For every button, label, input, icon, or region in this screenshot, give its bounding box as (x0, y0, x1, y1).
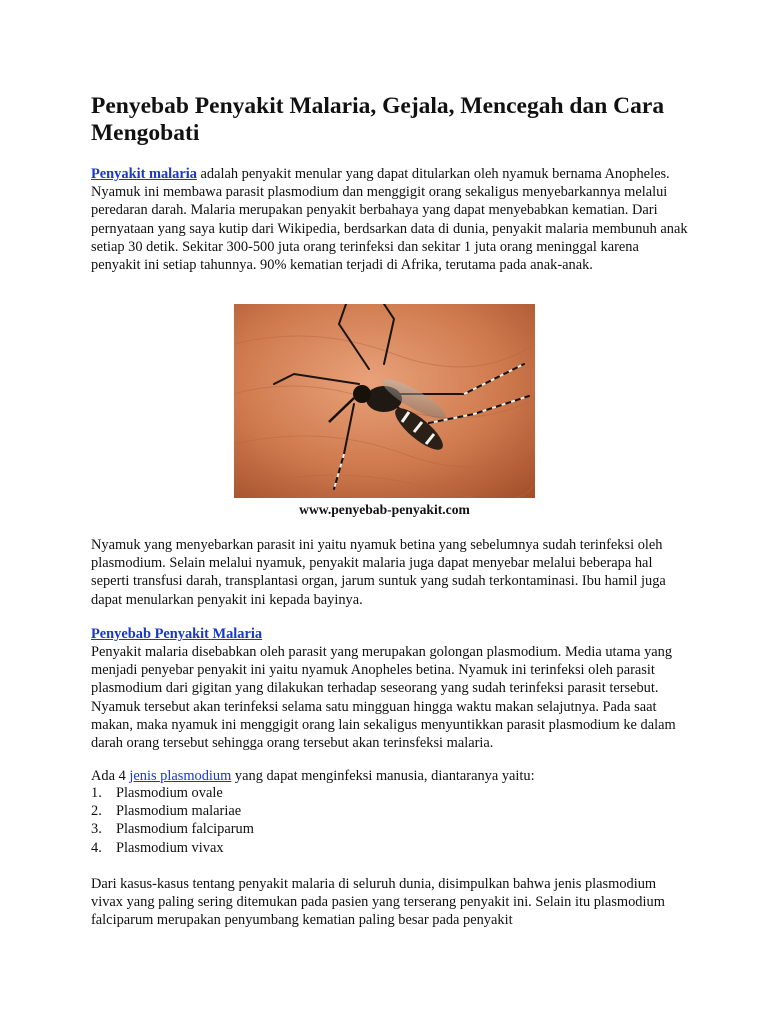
mosquito-image (234, 304, 535, 498)
paragraph-conclusion: Dari kasus-kasus tentang penyakit malaria di seluruh dunia, disimpulkan bahwa jenis plasmodium vivax yang paling sering ditemukan pada pasien yang terserang penyakit ini. Selain itu plasmodium falciparum merupakan penyumbang kematian paling besar pada penyakit (91, 876, 665, 929)
types-intro-before: Ada 4 (91, 768, 130, 784)
list-item: 2. Plasmodium malariae (91, 803, 242, 820)
jenis-plasmodium-link[interactable]: jenis plasmodium (129, 768, 232, 784)
list-item: 1. Plasmodium ovale (91, 785, 223, 801)
penyakit-malaria-link[interactable]: Penyakit malaria (91, 166, 197, 182)
article-title: Penyebab Penyakit Malaria, Gejala, Mencegah dan Cara Mengobati (91, 93, 665, 146)
list-item: 3. Plasmodium falciparum (91, 821, 254, 838)
plasmodium-list (91, 784, 491, 857)
paragraph-cause: Penyakit malaria disebabkan oleh parasit yang merupakan golongan plasmodium. Media utama yang menjadi penyebar penyakit ini yaitu nyamuk Anopheles betina. Nyamuk ini terinfeksi oleh parasit plasmodium dari gigitan yang dilakukan terhadap seseorang yang sudah terinfeksi parasit tersebut. Nyamuk tersebut akan terinfeksi selama satu mingguan hingga waktu makan selajutnya. Pada saat makan, maka nyamuk ini menggigit orang lain sekaligus menyuntikkan parasit plasmodium ke dalam darah orang tersebut sehingga orang tersebut akan terinsfeksi malaria. (91, 644, 676, 752)
types-intro (91, 767, 691, 785)
intro-paragraph (91, 165, 691, 274)
mosquito-photo-icon (234, 304, 535, 498)
image-caption: www.penyebab-penyakit.com (299, 502, 470, 517)
types-intro-after: yang dapat menginfeksi manusia, diantaranya yaitu: (231, 768, 535, 784)
section-heading (91, 625, 262, 643)
penyebab-penyakit-malaria-link[interactable]: Penyebab Penyakit Malaria (91, 626, 263, 642)
list-item: 4. Plasmodium vivax (91, 839, 224, 856)
intro-text: adalah penyakit menular yang dapat ditularkan oleh nyamuk bernama Anopheles. Nyamuk ini membawa parasit plasmodium dan menggigit orang sekaligus menyebarkannya melalui peredaran darah. Malaria merupakan penyakit berbahaya yang dapat menyebabkan kematian. Dari pernyataan yang saya kutip dari Wikipedia, berdsarkan data di dunia, penyakit malaria membunuh anak setiap 30 detik. Sekitar 300-500 juta orang terinfeksi dan sekitar 1 juta orang meninggal karena penyakit ini setiap tahunnya. 90% kematian terjadi di Afrika, terutama pada anak-anak. (91, 166, 688, 274)
paragraph-transmission: Nyamuk yang menyebarkan parasit ini yaitu nyamuk betina yang sebelumnya sudah terinfeksi oleh plasmodium. Selain melalui nyamuk, penyakit malaria juga dapat menyebar melalui beberapa hal seperti transfusi darah, transplantasi organ, jarum suntuk yang sudah terkontaminasi. Ibu hamil juga dapat menularkan penyakit ini kepada bayinya. (91, 537, 666, 608)
